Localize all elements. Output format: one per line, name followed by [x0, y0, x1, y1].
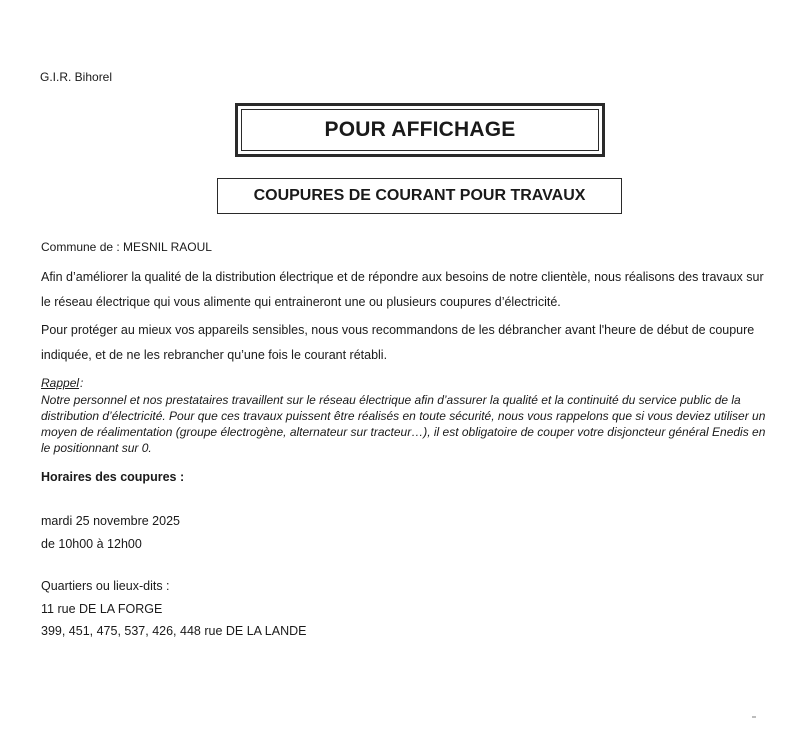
intro-paragraph: Afin d’améliorer la qualité de la distribution électrique et de répondre aux besoins de notre clientèle, nous réalisons des travaux sur le réseau électrique qui vous alimente qui entraineront une ou plusieurs coupures d’électricité.	[41, 270, 764, 309]
location-item: 11 rue DE LA FORGE	[41, 602, 163, 616]
locations-heading: Quartiers ou lieux-dits :	[41, 579, 170, 593]
schedule-heading: Horaires des coupures :	[41, 470, 185, 484]
scan-speck	[752, 716, 756, 718]
rappel-label: Rappel	[41, 376, 80, 390]
sender-name: G.I.R. Bihorel	[40, 70, 113, 84]
rappel-colon: :	[80, 376, 84, 390]
advice-paragraph: Pour protéger au mieux vos appareils sensibles, nous vous recommandons de les débrancher avant l'heure de début de coupure indiquée, et de ne les rebrancher qu’une fois le courant rétabli.	[41, 323, 755, 362]
notice-title-box	[235, 103, 605, 157]
notice-subtitle-box	[217, 178, 622, 214]
location-item: 399, 451, 475, 537, 426, 448 rue DE LA LANDE	[41, 624, 307, 638]
rappel-text: Notre personnel et nos prestataires travaillent sur le réseau électrique afin d’assurer la qualité et la continuité du service public de la distribution d’électricité. Pour que ces travaux puissent être réalisés en toute sécurité, nous vous rappelons que si vous deviez utiliser un moyen de réalimentation (groupe électrogène, alternateur sur tracteur…), il est obligatoire de couper votre disjoncteur général Enedis en le positionnant sur 0.	[41, 393, 766, 455]
commune-line: Commune de : MESNIL RAOUL	[41, 240, 212, 254]
outage-time: de 10h00 à 12h00	[41, 537, 142, 551]
notice-subtitle: COUPURES DE COURANT POUR TRAVAUX	[253, 187, 586, 204]
outage-date: mardi 25 novembre 2025	[41, 514, 180, 528]
notice-title: POUR AFFICHAGE	[324, 118, 516, 141]
rappel-heading	[41, 376, 79, 390]
